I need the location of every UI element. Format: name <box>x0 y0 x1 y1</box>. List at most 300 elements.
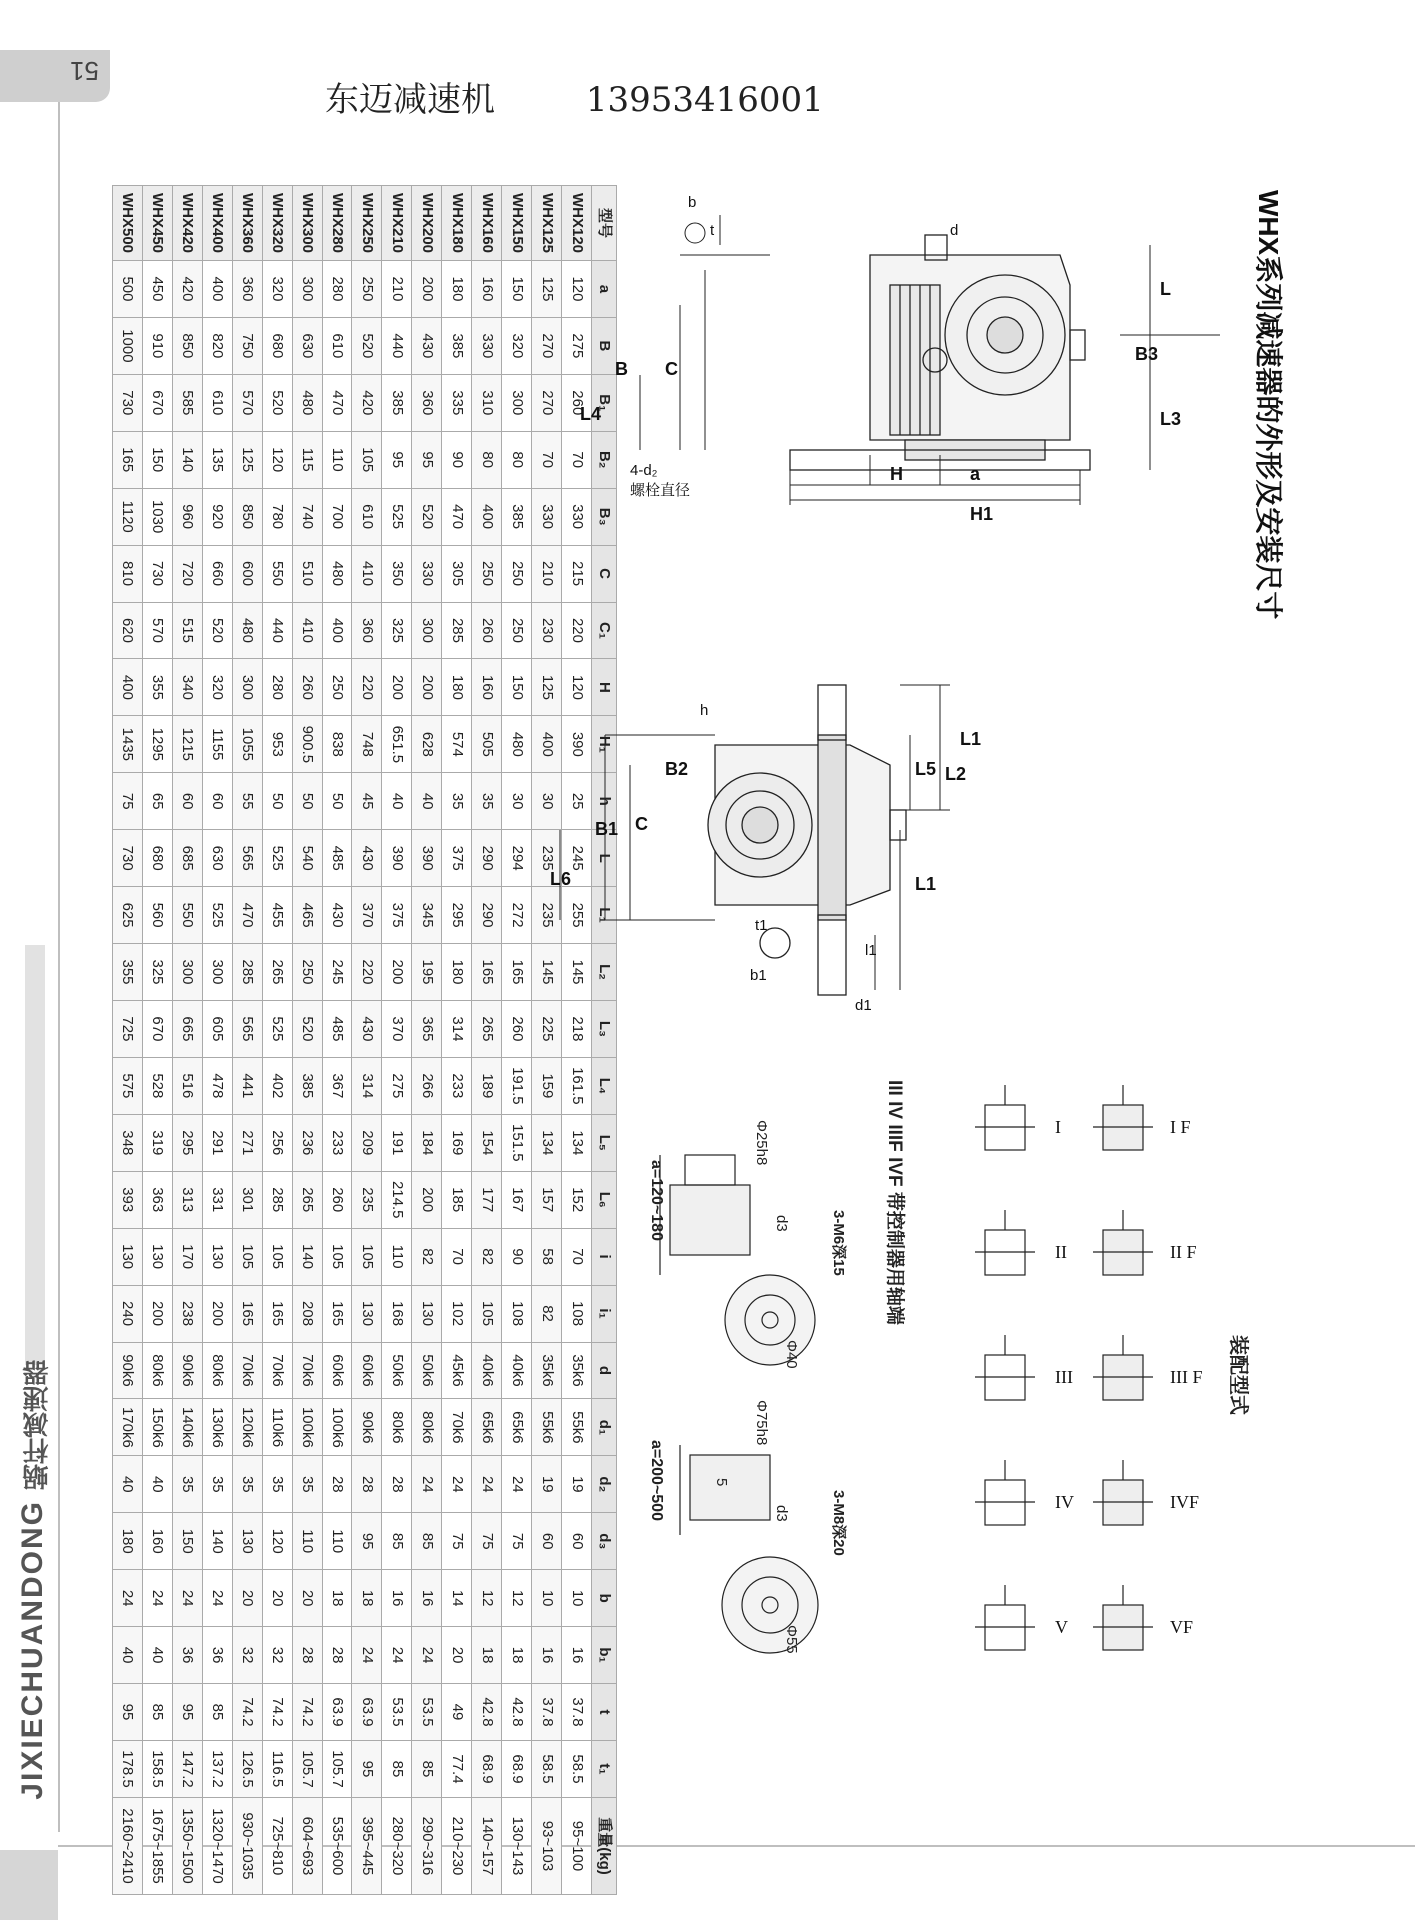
table-cell: 780 <box>262 488 292 545</box>
table-cell: 105.7 <box>322 1740 352 1797</box>
table-cell: 70 <box>442 1228 472 1285</box>
table-cell: 42.8 <box>502 1684 532 1741</box>
table-cell: 730 <box>113 830 143 887</box>
table-cell: 330 <box>532 488 562 545</box>
table-cell: 110k6 <box>262 1399 292 1456</box>
table-cell: 80k6 <box>412 1399 442 1456</box>
model-cell: WHX420 <box>172 186 202 261</box>
table-row <box>292 186 322 1895</box>
table-cell: 500 <box>113 261 143 318</box>
model-cell: WHX360 <box>232 186 262 261</box>
table-cell: 402 <box>262 1057 292 1114</box>
table-cell: 235 <box>532 830 562 887</box>
table-cell: 53.5 <box>412 1684 442 1741</box>
table-cell: 365 <box>412 1000 442 1057</box>
table-cell: 700 <box>322 488 352 545</box>
table-row <box>172 186 202 1895</box>
table-cell: 520 <box>412 488 442 545</box>
table-row <box>352 186 382 1895</box>
table-cell: 410 <box>292 602 322 659</box>
table-cell: 105 <box>232 1228 262 1285</box>
table-cell: 565 <box>232 1000 262 1057</box>
table-cell: 60 <box>172 773 202 830</box>
table-cell: 35k6 <box>562 1342 592 1399</box>
table-cell: 147.2 <box>172 1740 202 1797</box>
table-cell: 470 <box>442 488 472 545</box>
table-cell: 220 <box>352 659 382 716</box>
table-header-cell: 重量(kg) <box>592 1798 617 1895</box>
table-cell: 360 <box>352 602 382 659</box>
table-cell: 209 <box>352 1114 382 1171</box>
table-cell: 108 <box>562 1285 592 1342</box>
table-cell: 159 <box>532 1057 562 1114</box>
table-cell: 58.5 <box>562 1740 592 1797</box>
dim-d: d <box>950 222 959 239</box>
table-cell: 191 <box>382 1114 412 1171</box>
table-header-cell: L₁ <box>592 887 617 944</box>
table-cell: 115 <box>292 431 322 488</box>
table-header-cell: L₃ <box>592 1000 617 1057</box>
table-cell: 60k6 <box>352 1342 382 1399</box>
table-cell: 100k6 <box>322 1399 352 1456</box>
table-cell: 74.2 <box>292 1684 322 1741</box>
table-cell: 24 <box>382 1627 412 1684</box>
table-cell: 68.9 <box>472 1740 502 1797</box>
table-cell: 960 <box>172 488 202 545</box>
table-cell: 320 <box>262 261 292 318</box>
table-cell: 470 <box>322 374 352 431</box>
table-cell: 625 <box>113 887 143 944</box>
table-cell: 189 <box>472 1057 502 1114</box>
brake-small-range: a=120~180 <box>648 1160 665 1241</box>
table-cell: 410 <box>352 545 382 602</box>
table-cell: 10 <box>562 1570 592 1627</box>
table-cell: 36 <box>202 1627 232 1684</box>
dim-L6: L6 <box>550 869 572 889</box>
table-cell: 24 <box>442 1456 472 1513</box>
table-cell: 220 <box>352 944 382 1001</box>
dim-t: t <box>710 222 715 239</box>
table-cell: 430 <box>352 1000 382 1057</box>
model-cell: WHX180 <box>442 186 472 261</box>
table-cell: 670 <box>142 374 172 431</box>
table-cell: 24 <box>172 1570 202 1627</box>
table-cell: 75 <box>113 773 143 830</box>
table-cell: 953 <box>262 716 292 773</box>
table-cell: 393 <box>113 1171 143 1228</box>
table-cell: 95 <box>113 1684 143 1741</box>
table-cell: 271 <box>232 1114 262 1171</box>
table-cell: 680 <box>262 317 292 374</box>
table-cell: 120k6 <box>232 1399 262 1456</box>
table-cell: 85 <box>382 1740 412 1797</box>
table-cell: 314 <box>442 1000 472 1057</box>
table-cell: 200 <box>412 1171 442 1228</box>
table-cell: 85 <box>202 1684 232 1741</box>
table-cell: 90k6 <box>172 1342 202 1399</box>
dim-l1: l1 <box>865 942 877 959</box>
table-cell: 748 <box>352 716 382 773</box>
dim-b1: b1 <box>750 967 767 984</box>
table-cell: 430 <box>352 830 382 887</box>
table-cell: 220 <box>562 602 592 659</box>
table-cell: 95 <box>172 1684 202 1741</box>
dim-C: C <box>665 359 678 379</box>
model-cell: WHX280 <box>322 186 352 261</box>
table-cell: 18 <box>472 1627 502 1684</box>
table-cell: 385 <box>442 317 472 374</box>
table-cell: 85 <box>382 1513 412 1570</box>
table-cell: 30 <box>532 773 562 830</box>
table-cell: 178.5 <box>113 1740 143 1797</box>
table-cell: 200 <box>412 659 442 716</box>
table-cell: 685 <box>172 830 202 887</box>
table-cell: 300 <box>502 374 532 431</box>
table-cell: 250 <box>352 261 382 318</box>
table-cell: 70 <box>562 431 592 488</box>
table-cell: 367 <box>322 1057 352 1114</box>
table-cell: 1295 <box>142 716 172 773</box>
table-cell: 125 <box>532 659 562 716</box>
table-cell: 150 <box>172 1513 202 1570</box>
dim-b: b <box>688 194 697 211</box>
section-title: WHX系列减速器的外形及安装尺寸 <box>1253 190 1284 620</box>
table-cell: 40 <box>113 1456 143 1513</box>
table-cell: 290~316 <box>412 1798 442 1895</box>
table-cell: 485 <box>322 1000 352 1057</box>
company-name: 东迈减速机 <box>325 80 495 120</box>
model-cell: WHX500 <box>113 186 143 261</box>
table-cell: 285 <box>262 1171 292 1228</box>
table-cell: 610 <box>322 317 352 374</box>
table-cell: 70k6 <box>292 1342 322 1399</box>
table-cell: 400 <box>472 488 502 545</box>
table-cell: 385 <box>502 488 532 545</box>
table-cell: 95~100 <box>562 1798 592 1895</box>
table-cell: 265 <box>262 944 292 1001</box>
table-cell: 80 <box>472 431 502 488</box>
table-cell: 108 <box>502 1285 532 1342</box>
dim-bolt: 4-d₂ <box>630 462 658 479</box>
table-cell: 180 <box>113 1513 143 1570</box>
variant-III: III <box>1055 1367 1073 1387</box>
table-cell: 218 <box>562 1000 592 1057</box>
table-cell: 272 <box>502 887 532 944</box>
table-header-cell: B <box>592 317 617 374</box>
variant-IF: I F <box>1170 1117 1191 1137</box>
table-cell: 266 <box>412 1057 442 1114</box>
table-cell: 165 <box>502 944 532 1001</box>
table-row <box>202 186 232 1895</box>
table-cell: 310 <box>472 374 502 431</box>
table-cell: 14 <box>442 1570 472 1627</box>
table-cell: 1320~1470 <box>202 1798 232 1895</box>
table-cell: 245 <box>322 944 352 1001</box>
table-cell: 80k6 <box>202 1342 232 1399</box>
table-cell: 335 <box>442 374 472 431</box>
table-cell: 455 <box>262 887 292 944</box>
model-cell: WHX320 <box>262 186 292 261</box>
table-cell: 430 <box>322 887 352 944</box>
brake-small-circle: Φ40 <box>783 1340 800 1369</box>
table-header-cell: d₃ <box>592 1513 617 1570</box>
table-cell: 540 <box>292 830 322 887</box>
table-cell: 35 <box>232 1456 262 1513</box>
table-header-cell: t <box>592 1684 617 1741</box>
table-cell: 60k6 <box>322 1342 352 1399</box>
table-cell: 550 <box>172 887 202 944</box>
table-cell: 325 <box>142 944 172 1001</box>
table-cell: 126.5 <box>232 1740 262 1797</box>
table-cell: 250 <box>502 602 532 659</box>
table-body <box>113 186 592 1895</box>
table-cell: 270 <box>532 317 562 374</box>
table-header-cell: L₂ <box>592 944 617 1001</box>
table-cell: 290 <box>472 830 502 887</box>
table-cell: 30 <box>502 773 532 830</box>
table-header-cell: d₁ <box>592 1399 617 1456</box>
table-cell: 360 <box>232 261 262 318</box>
dim-d1: d1 <box>855 997 872 1014</box>
table-cell: 275 <box>382 1057 412 1114</box>
table-cell: 375 <box>442 830 472 887</box>
table-row <box>562 186 592 1895</box>
table-cell: 35 <box>202 1456 232 1513</box>
table-cell: 660 <box>202 545 232 602</box>
table-cell: 120 <box>262 1513 292 1570</box>
table-cell: 36 <box>172 1627 202 1684</box>
table-cell: 18 <box>502 1627 532 1684</box>
table-cell: 105 <box>352 431 382 488</box>
table-cell: 110 <box>382 1228 412 1285</box>
table-cell: 516 <box>172 1057 202 1114</box>
table-cell: 110 <box>322 431 352 488</box>
brake-large-thread: 3-M8深20 <box>830 1490 847 1556</box>
table-cell: 130 <box>202 1228 232 1285</box>
table-cell: 1000 <box>113 317 143 374</box>
table-cell: 565 <box>232 830 262 887</box>
dim-B3: B3 <box>1135 344 1159 364</box>
table-cell: 50 <box>262 773 292 830</box>
table-cell: 37.8 <box>532 1684 562 1741</box>
table-cell: 191.5 <box>502 1057 532 1114</box>
table-cell: 838 <box>322 716 352 773</box>
table-cell: 301 <box>232 1171 262 1228</box>
table-cell: 45k6 <box>442 1342 472 1399</box>
table-cell: 605 <box>202 1000 232 1057</box>
table-cell: 520 <box>202 602 232 659</box>
table-cell: 525 <box>382 488 412 545</box>
table-cell: 450 <box>142 261 172 318</box>
table-cell: 360 <box>412 374 442 431</box>
table-cell: 810 <box>113 545 143 602</box>
model-cell: WHX450 <box>142 186 172 261</box>
table-cell: 167 <box>502 1171 532 1228</box>
table-cell: 40 <box>382 773 412 830</box>
table-cell: 730 <box>142 545 172 602</box>
table-cell: 208 <box>292 1285 322 1342</box>
brake-title: III IV IIIF IVF 带控制器用轴端 <box>884 1080 905 1325</box>
table-cell: 604~693 <box>292 1798 322 1895</box>
table-cell: 35k6 <box>532 1342 562 1399</box>
table-row <box>412 186 442 1895</box>
table-header-cell: B₂ <box>592 431 617 488</box>
table-header-row <box>592 186 617 1895</box>
page-header <box>325 72 824 121</box>
table-cell: 160 <box>472 659 502 716</box>
table-cell: 900.5 <box>292 716 322 773</box>
table-cell: 390 <box>562 716 592 773</box>
table-cell: 165 <box>322 1285 352 1342</box>
table-cell: 185 <box>442 1171 472 1228</box>
table-cell: 320 <box>502 317 532 374</box>
dim-H1: H1 <box>970 504 994 524</box>
table-header-cell: b₁ <box>592 1627 617 1684</box>
table-cell: 137.2 <box>202 1740 232 1797</box>
table-cell: 260 <box>472 602 502 659</box>
table-cell: 210 <box>382 261 412 318</box>
table-cell: 105 <box>262 1228 292 1285</box>
table-cell: 200 <box>202 1285 232 1342</box>
brake-large-range: a=200~500 <box>648 1440 665 1521</box>
table-cell: 235 <box>352 1171 382 1228</box>
table-header-cell: L₄ <box>592 1057 617 1114</box>
table-cell: 40 <box>412 773 442 830</box>
table-cell: 35 <box>442 773 472 830</box>
table-cell: 420 <box>352 374 382 431</box>
table-header-cell: d <box>592 1342 617 1399</box>
table-cell: 400 <box>322 602 352 659</box>
table-cell: 82 <box>532 1285 562 1342</box>
table-row <box>262 186 292 1895</box>
table-cell: 55 <box>232 773 262 830</box>
table-cell: 19 <box>532 1456 562 1513</box>
table-cell: 63.9 <box>352 1684 382 1741</box>
table-cell: 465 <box>292 887 322 944</box>
table-row <box>442 186 472 1895</box>
table-cell: 75 <box>472 1513 502 1570</box>
table-cell: 35 <box>472 773 502 830</box>
table-cell: 245 <box>562 830 592 887</box>
table-cell: 313 <box>172 1171 202 1228</box>
table-cell: 35 <box>172 1456 202 1513</box>
table-cell: 95 <box>352 1513 382 1570</box>
table-cell: 40k6 <box>502 1342 532 1399</box>
table-cell: 385 <box>382 374 412 431</box>
table-cell: 90 <box>442 431 472 488</box>
model-cell: WHX160 <box>472 186 502 261</box>
table-header-cell: i <box>592 1228 617 1285</box>
table-cell: 70 <box>562 1228 592 1285</box>
table-cell: 285 <box>442 602 472 659</box>
table-cell: 12 <box>502 1570 532 1627</box>
table-cell: 680 <box>142 830 172 887</box>
table-cell: 280 <box>322 261 352 318</box>
table-cell: 350 <box>382 545 412 602</box>
table-cell: 105.7 <box>292 1740 322 1797</box>
table-cell: 400 <box>532 716 562 773</box>
table-cell: 150 <box>142 431 172 488</box>
table-cell: 1350~1500 <box>172 1798 202 1895</box>
model-cell: WHX125 <box>532 186 562 261</box>
page-number: 51 <box>70 56 99 86</box>
table-cell: 165 <box>232 1285 262 1342</box>
table-cell: 290 <box>472 887 502 944</box>
table-cell: 24 <box>472 1456 502 1513</box>
table-cell: 478 <box>202 1057 232 1114</box>
dim-L4: L4 <box>580 404 602 424</box>
table-cell: 331 <box>202 1171 232 1228</box>
table-header-cell: b <box>592 1570 617 1627</box>
table-cell: 75 <box>502 1513 532 1570</box>
table-cell: 260 <box>322 1171 352 1228</box>
table-cell: 260 <box>292 659 322 716</box>
table-cell: 24 <box>412 1456 442 1513</box>
table-cell: 200 <box>142 1285 172 1342</box>
table-cell: 80 <box>502 431 532 488</box>
table-cell: 12 <box>472 1570 502 1627</box>
brake-large-circle: Φ55 <box>783 1625 800 1654</box>
table-cell: 28 <box>352 1456 382 1513</box>
margin-line <box>58 102 60 1832</box>
table-header-cell: B₁ <box>592 374 617 431</box>
table-cell: 390 <box>382 830 412 887</box>
table-cell: 630 <box>292 317 322 374</box>
variant-IVF: IVF <box>1170 1492 1200 1512</box>
table-header-cell: d₂ <box>592 1456 617 1513</box>
table-cell: 300 <box>292 261 322 318</box>
table-cell: 24 <box>202 1570 232 1627</box>
table-cell: 170k6 <box>113 1399 143 1456</box>
table-header-cell: a <box>592 261 617 318</box>
table-cell: 610 <box>202 374 232 431</box>
table-cell: 225 <box>532 1000 562 1057</box>
table-cell: 300 <box>232 659 262 716</box>
dim-t1: t1 <box>755 917 768 934</box>
table-row <box>232 186 262 1895</box>
table-cell: 1435 <box>113 716 143 773</box>
table-cell: 95 <box>382 431 412 488</box>
table-header-cell: H₁ <box>592 716 617 773</box>
table-cell: 95 <box>352 1740 382 1797</box>
table-row <box>113 186 143 1895</box>
table-cell: 110 <box>292 1513 322 1570</box>
table-cell: 750 <box>232 317 262 374</box>
table-cell: 158.5 <box>142 1740 172 1797</box>
table-cell: 77.4 <box>442 1740 472 1797</box>
table-cell: 215 <box>562 545 592 602</box>
table-cell: 154 <box>472 1114 502 1171</box>
dim-L: L <box>1160 279 1171 299</box>
table-cell: 1155 <box>202 716 232 773</box>
table-header-cell: L <box>592 830 617 887</box>
table-cell: 24 <box>142 1570 172 1627</box>
table-cell: 58.5 <box>532 1740 562 1797</box>
brake-small-dia: Φ25h8 <box>753 1120 770 1166</box>
table-cell: 40 <box>142 1456 172 1513</box>
table-cell: 260 <box>562 374 592 431</box>
brake-large-dia: Φ75h8 <box>753 1400 770 1446</box>
table-cell: 740 <box>292 488 322 545</box>
table-cell: 63.9 <box>322 1684 352 1741</box>
table-cell: 40 <box>113 1627 143 1684</box>
table-cell: 265 <box>292 1171 322 1228</box>
table-cell: 95 <box>412 431 442 488</box>
table-cell: 285 <box>232 944 262 1001</box>
table-cell: 120 <box>562 261 592 318</box>
table-cell: 390 <box>412 830 442 887</box>
table-cell: 320 <box>202 659 232 716</box>
